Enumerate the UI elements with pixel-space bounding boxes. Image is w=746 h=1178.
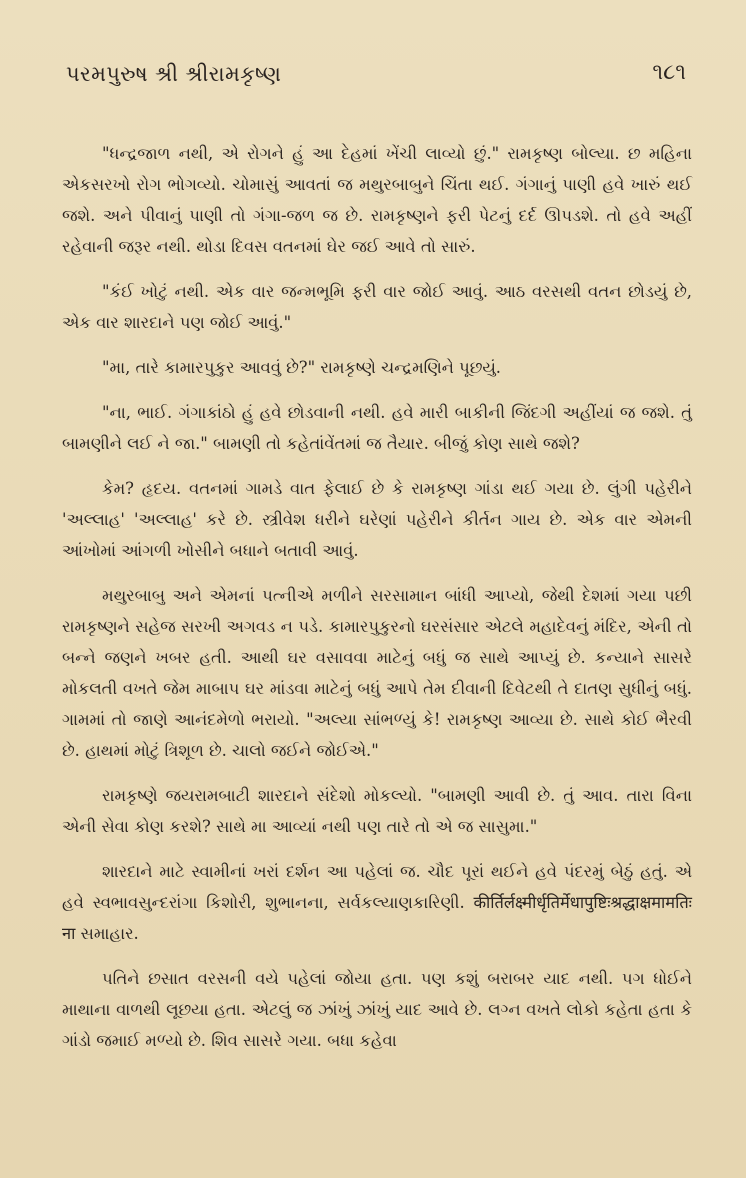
page-header bbox=[62, 56, 692, 100]
paragraph-1: "ધન્દ્રજાળ નથી, એ રોગને હું આ દેહમાં ખેંચી લાવ્યો છું." રામકૃષ્ણ બોલ્યા. છ મહિના એકસરખો રોગ ભોગવ્યો. ચોમાસું આવતાં જ મથુરબાબુને ચિંતા થઈ. ગંગાનું પાણી હવે ખારું થઈ જશે. અને પીવાનું પાણી તો ગંગા-જળ જ છે. રામકૃષ્ણને ફરી પેટનું દર્દ ઊપડશે. તો હવે અહીં રહેવાની જરૂર નથી. થોડા દિવસ વતનમાં ઘેર જઈ આવે તો સારું. bbox=[62, 144, 692, 256]
body-text bbox=[62, 138, 692, 1056]
paragraph-9: પતિને છસાત વરસની વયે પહેલાં જોયા હતા. પણ કશું બરાબર યાદ નથી. પગ ધોઈને માથાના વાળથી લૂછયા હતા. એટલું જ ઝાંખું ઝાંખું યાદ આવે છે. લગ્ન વખતે લોકો કહેતા હતા કે ગાંડો જમાઈ મળ્યો છે. શિવ સાસરે ગયા. બધા કહેવા bbox=[62, 969, 692, 1050]
paragraph-6: મથુરબાબુ અને એમનાં પત્નીએ મળીને સરસામાન બાંધી આપ્યો, જેથી દેશમાં ગયા પછી રામકૃષ્ણને સહેજ સરખી અગવડ ન પડે. કામારપુકુરનો ઘરસંસાર એટલે મહાદેવનું મંદિર, એની તો બન્ને જણને ખબર હતી. આથી ઘર વસાવવા માટેનું બધું જ સાથે આપ્યું છે. કન્યાને સાસરે મોકલતી વખતે જેમ માબાપ ઘર માંડવા માટેનું બધું આપે તેમ દીવાની દિવેટથી તે દાતણ સુધીનું બધું. ગામમાં તો જાણે આનંદમેળો ભરાયો. "અલ્યા સાંભળ્યું કે! રામકૃષ્ણ આવ્યા છે. સાથે કોઈ ભૈરવી છે. હાથમાં મોટું ત્રિશૂળ છે. ચાલો જઈને જોઈએ." bbox=[62, 586, 692, 760]
paragraph-3: "મા, તારે કામારપુકુર આવવું છે?" રામકૃષ્ણે ચન્દ્રમણિને પૂછયું. bbox=[102, 358, 501, 377]
running-title: પરમપુરુષ શ્રી શ્રીરામકૃષ્ણ bbox=[66, 62, 282, 86]
paragraph-8: શારદાને માટે સ્વામીનાં ખરાં દર્શન આ પહેલાં જ. ચૌદ પૂરાં થઈને હવે પંદરમું બેઠું હતું. એ હવે સ્વભાવસુન્દરાંગા કિશોરી, શુભાનના, સર્વકલ્યાણકારિણી. कीर्तिर्लक्ष्मीर्धृतिर्मेधापुष्टिःश्रद्धाक्षमामतिः ना સમાહાર. bbox=[62, 862, 692, 943]
paragraph-7: રામકૃષ્ણે જયરામબાટી શારદાને સંદેશો મોકલ્યો. "બામણી આવી છે. તું આવ. તારા વિના એની સેવા કોણ કરશે? સાથે મા આવ્યાં નથી પણ તારે તો એ જ સાસુમા." bbox=[62, 786, 692, 836]
page-number: ૧૮૧ bbox=[652, 60, 686, 85]
paragraph-5: કેમ? હૃદય. વતનમાં ગામડે વાત ફેલાઈ છે કે રામકૃષ્ણ ગાંડા થઈ ગયા છે. લુંગી પહેરીને 'અલ્લાહ' 'અલ્લાહ' કરે છે. સ્ત્રીવેશ ધરીને ઘરેણાં પહેરીને કીર્તન ગાય છે. એક વાર એમની આંખોમાં આંગળી ખોસીને બધાને બતાવી આવું. bbox=[62, 479, 692, 560]
paragraph-2: "કંઈ ખોટું નથી. એક વાર જન્મભૂમિ ફરી વાર જોઈ આવું. આઠ વરસથી વતન છોડયું છે, એક વાર શારદાને પણ જોઈ આવું." bbox=[62, 282, 692, 332]
paragraph-4: "ના, ભાઈ. ગંગાકાંઠો હું હવે છોડવાની નથી. હવે મારી બાકીની જિંદગી અહીંયાં જ જશે. તું બામણીને લઈ ને જા." બામણી તો કહેતાંવેંતમાં જ તૈયાર. બીજું કોણ સાથે જશે? bbox=[62, 403, 692, 453]
